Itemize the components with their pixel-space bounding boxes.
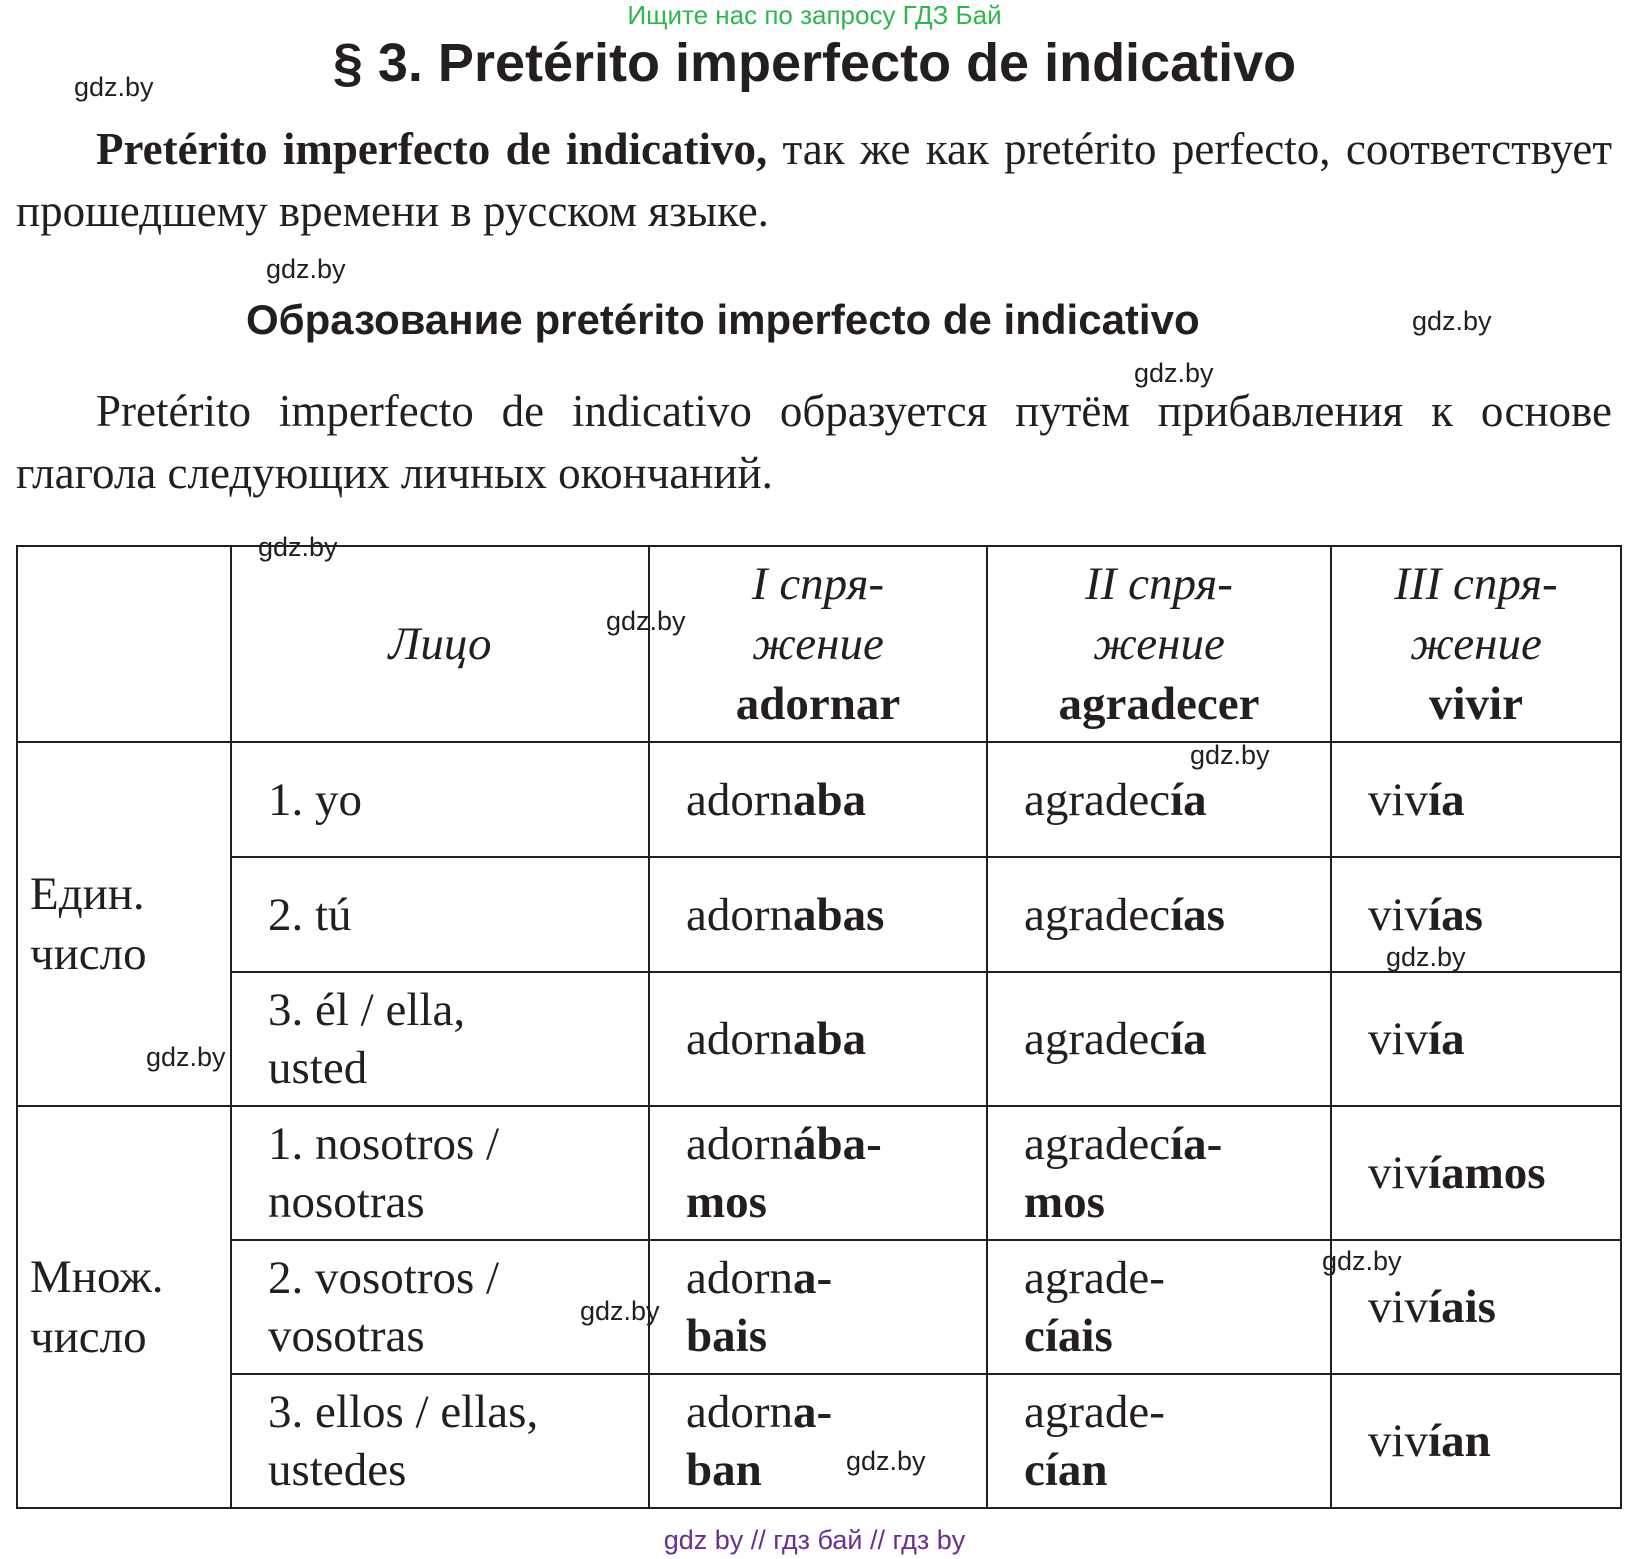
- header-conj2-verb: agradecer: [1058, 678, 1260, 730]
- plural-label: Множ. число: [17, 1106, 231, 1508]
- person-cell: 1. yo: [231, 742, 649, 857]
- watermark: gdz.by: [1190, 740, 1270, 770]
- watermark: gdz.by: [606, 606, 686, 636]
- table-row: [17, 972, 1621, 1106]
- watermark: gdz.by: [1134, 358, 1214, 388]
- footer-links: gdz by // гдз бай // гдз by: [663, 1525, 966, 1555]
- table-row: [17, 1106, 1621, 1240]
- form-cell-conj3: vivía: [1331, 742, 1621, 857]
- intro-bold-term: Pretérito imperfecto de indicativo,: [96, 124, 768, 174]
- header-conj1-label2: жение: [752, 618, 884, 670]
- watermark: gdz.by: [146, 1042, 226, 1072]
- table-row: [17, 857, 1621, 972]
- person-cell: 3. él / ella, usted: [231, 972, 649, 1106]
- section-subtitle: Образование pretérito imperfecto de indicativo: [246, 296, 1200, 343]
- header-conj2: [987, 546, 1331, 742]
- watermark: gdz.by: [1386, 942, 1466, 972]
- formation-text: Pretérito imperfecto de indicativo образуется путём прибавления к основе глагола следующих личных окончаний.: [16, 386, 1612, 498]
- header-conj1: [649, 546, 987, 742]
- form-cell-conj3: vivíamos: [1331, 1106, 1621, 1240]
- page-title: § 3. Pretérito imperfecto de indicativo: [332, 33, 1297, 93]
- form-cell-conj2: agrade- cían: [987, 1374, 1331, 1508]
- form-cell-conj3: vivías: [1331, 857, 1621, 972]
- table-row: [17, 742, 1621, 857]
- header-conj1-label: I спря-: [751, 558, 885, 610]
- header-person: Лицо: [231, 546, 649, 742]
- table-header-row: [17, 546, 1621, 742]
- form-cell-conj1: adorna- bais: [649, 1240, 987, 1374]
- watermark: gdz.by: [580, 1296, 660, 1326]
- conjugation-table: [16, 545, 1622, 1509]
- form-cell-conj2: agrade- cíais: [987, 1240, 1331, 1374]
- header-conj1-verb: adornar: [735, 678, 901, 730]
- form-cell-conj1: adornaba: [649, 742, 987, 857]
- watermark: gdz.by: [1412, 306, 1492, 336]
- watermark: gdz.by: [846, 1446, 926, 1476]
- header-empty-cell: [17, 546, 231, 742]
- header-conj3-label: III спря-: [1394, 558, 1558, 610]
- form-cell-conj1: adorna- ban: [649, 1374, 987, 1508]
- watermark: gdz.by: [74, 72, 154, 102]
- header-conj3-label2: жение: [1410, 618, 1542, 670]
- watermark: gdz.by: [1322, 1246, 1402, 1276]
- header-conj3-verb: vivir: [1429, 678, 1523, 730]
- intro-text: так же как pretérito perfecto, соответствует прошедшему времени в русском языке.: [16, 124, 1612, 236]
- person-cell: 1. nosotros / nosotras: [231, 1106, 649, 1240]
- form-cell-conj2: agradecía: [987, 972, 1331, 1106]
- person-cell: 3. ellos / ellas, ustedes: [231, 1374, 649, 1508]
- top-banner: Ищите нас по запросу ГДЗ Бай: [627, 0, 1002, 30]
- intro-paragraph: [16, 118, 1612, 242]
- form-cell-conj2: agradecías: [987, 857, 1331, 972]
- form-cell-conj1: adornába- mos: [649, 1106, 987, 1240]
- form-cell-conj3: vivíais: [1331, 1240, 1621, 1374]
- watermark: gdz.by: [258, 532, 338, 562]
- header-conj2-label2: жение: [1093, 618, 1225, 670]
- form-cell-conj1: adornaba: [649, 972, 987, 1106]
- person-cell: 2. tú: [231, 857, 649, 972]
- header-conj3: [1331, 546, 1621, 742]
- table-row: [17, 1374, 1621, 1508]
- formation-paragraph: [16, 380, 1612, 504]
- form-cell-conj2: agradecía- mos: [987, 1106, 1331, 1240]
- form-cell-conj3: vivía: [1331, 972, 1621, 1106]
- form-cell-conj1: adornabas: [649, 857, 987, 972]
- singular-label: Един. число: [17, 742, 231, 1106]
- person-cell: 2. vosotros / vosotras: [231, 1240, 649, 1374]
- header-conj2-label: II спря-: [1085, 558, 1233, 610]
- watermark: gdz.by: [266, 254, 346, 284]
- form-cell-conj2: agradecía: [987, 742, 1331, 857]
- form-cell-conj3: vivían: [1331, 1374, 1621, 1508]
